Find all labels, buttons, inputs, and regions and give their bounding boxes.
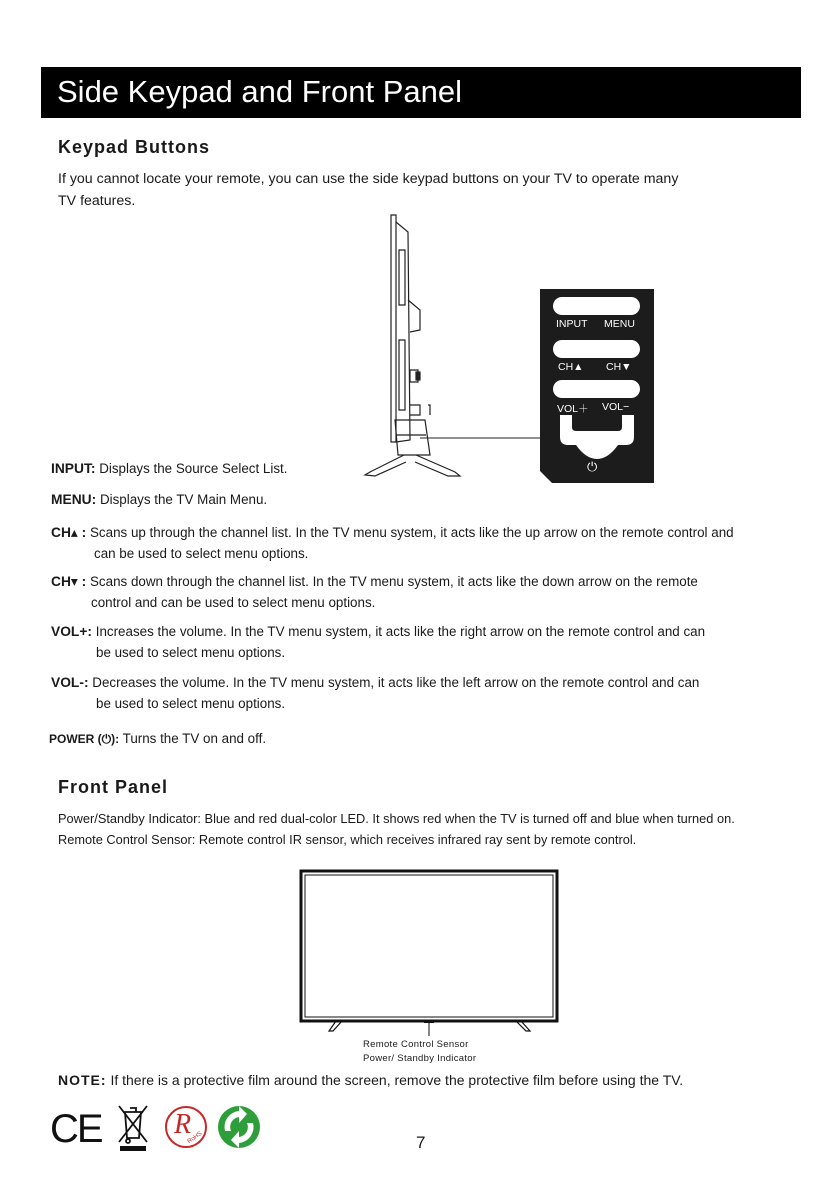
ch-up-label: CH▲ [558, 361, 584, 373]
item-vol-up [51, 621, 821, 663]
item-input [51, 458, 288, 479]
note-text: If there is a protective film around the screen, remove the protective film before using the TV. [106, 1072, 684, 1088]
page-title: Side Keypad and Front Panel [57, 74, 462, 109]
rohs-text: RoHS [186, 1130, 204, 1146]
ce-mark-logo: CE [50, 1107, 102, 1151]
rohs-logo [165, 1106, 207, 1148]
item-power-term: POWER (⏻): [49, 732, 120, 746]
keypad-panel [540, 289, 654, 483]
keypad-intro-line1: If you cannot locate your remote, you can use the side keypad buttons on your TV to operate many [58, 171, 679, 187]
green-dot-recycling-icon [217, 1105, 261, 1149]
remote-sensor-label: Remote Control Sensor [363, 1039, 469, 1050]
note-term: NOTE: [58, 1072, 107, 1088]
item-power-desc: Turns the TV on and off. [119, 731, 267, 746]
item-ch-up-desc2: can be used to select menu options. [94, 546, 309, 561]
power-button[interactable] [558, 413, 636, 463]
rohs-letter: R [174, 1109, 192, 1140]
item-ch-up [51, 522, 821, 564]
item-vol-up-desc1: Increases the volume. In the TV menu system, it acts like the right arrow on the remote control and can [92, 624, 706, 639]
item-ch-down-desc2: control and can be used to select menu options. [91, 595, 376, 610]
input-label: INPUT [556, 318, 588, 330]
item-ch-up-desc1: Scans up through the channel list. In the TV menu system, it acts like the up arrow on the remote control and [86, 525, 734, 540]
volume-button[interactable] [553, 380, 640, 398]
title-banner [41, 67, 801, 118]
tv-front-illustration [296, 868, 562, 1038]
ch-down-label: CH▼ [606, 361, 632, 373]
keypad-buttons-heading: Keypad Buttons [58, 137, 211, 157]
item-ch-down-term: CH▾ : [51, 574, 87, 589]
page-number: 7 [416, 1133, 426, 1152]
standby-indicator-label: Power/ Standby Indicator [363, 1053, 477, 1064]
item-input-term: INPUT: [51, 461, 96, 476]
callout-line [420, 430, 545, 450]
input-menu-button[interactable] [553, 297, 640, 315]
channel-button[interactable] [553, 340, 640, 358]
note [58, 1072, 683, 1088]
item-power [49, 728, 266, 750]
item-menu-term: MENU: [51, 492, 97, 507]
keypad-intro-line2: TV features. [58, 193, 136, 209]
item-vol-up-term: VOL+: [51, 624, 93, 639]
vol-up-label: VOL＋ [557, 403, 589, 415]
item-menu-desc: Displays the TV Main Menu. [96, 492, 268, 507]
front-panel-text [58, 808, 833, 850]
item-ch-down [51, 571, 821, 613]
item-ch-up-term: CH▴ : [51, 525, 87, 540]
item-vol-down-term: VOL-: [51, 675, 89, 690]
front-panel-line2: Remote Control Sensor: Remote control IR sensor, which receives infrared ray sent by remote control. [58, 832, 637, 847]
item-input-desc: Displays the Source Select List. [95, 461, 288, 476]
power-icon: ⏻ [587, 459, 598, 474]
keypad-intro [58, 168, 818, 212]
item-vol-down-desc2: be used to select menu options. [96, 696, 286, 711]
item-ch-down-desc1: Scans down through the channel list. In the TV menu system, it acts like the down arrow on the remote [86, 574, 698, 589]
item-vol-down-desc1: Decreases the volume. In the TV menu system, it acts like the left arrow on the remote control and can [88, 675, 700, 690]
menu-label: MENU [604, 318, 635, 330]
weee-bin-icon [117, 1104, 149, 1152]
item-menu [51, 489, 267, 510]
item-vol-down [51, 672, 821, 714]
item-vol-up-desc2: be used to select menu options. [96, 645, 286, 660]
vol-down-label: VOL− [602, 401, 630, 413]
front-panel-heading: Front Panel [58, 777, 169, 797]
front-panel-line1: Power/Standby Indicator: Blue and red dual-color LED. It shows red when the TV is turned off and blue when turned on. [58, 811, 735, 826]
